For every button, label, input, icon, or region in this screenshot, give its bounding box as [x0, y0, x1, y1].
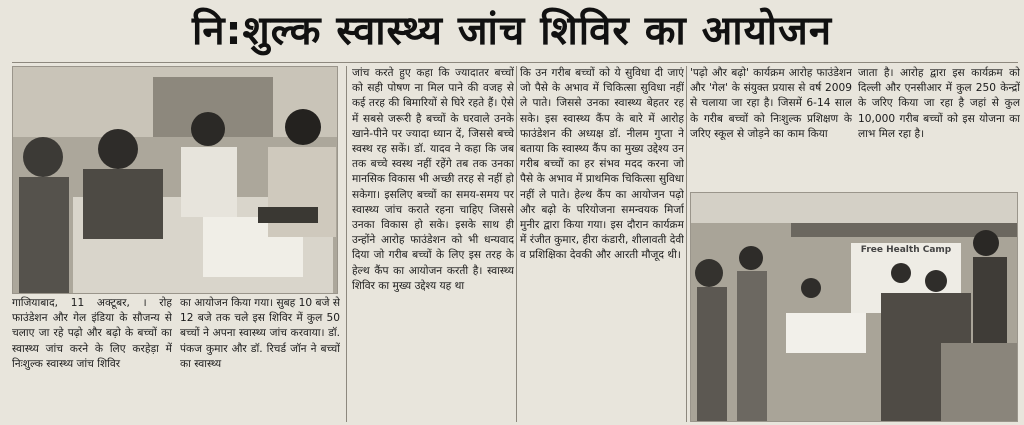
photo-free-health-camp [690, 192, 1018, 422]
article-paragraph-4: कि उन गरीब बच्चों को ये सुविधा दी जाएं जो पैसे के अभाव में चिकित्सा सुविधा नहीं ले पाते। जिससे उनका स्वास्थ्य बेहतर रह सके। इस स्वास्थ्य कैंप के बारे में आरोह फाउंडेशन की अध्यक्ष डॉ. नीलम गुप्ता ने बताया कि स्वास्थ्य कैंप का मुख्य उद्देश्य उन गरीब बच्चों का हर संभव मदद करना जो पैसे के अभाव में प्राथमिक चिकित्सा सुविधा नहीं ले पाते। हेल्थ कैंप का आयोजन पढ़ो और बढ़ो के परियोजना समन्वयक मिर्जा मुनीर द्वारा किया गया। इस दौरान कार्यक्रम में रंजीत कुमार, हीरा कंडारी, शीलावती देवी व प्रशिक्षिका देवकी और आरती मौजूद थी। [520, 67, 684, 262]
column-divider [686, 66, 687, 422]
article-paragraph-3: जांच करते हुए कहा कि ज्यादातर बच्चों को सही पोषण ना मिल पाने की वजह से कई तरह की बिमारियों से घिरे रहते हैं। ऐसे में सबसे जरूरी है बच्चों के घरवाले उनके खाने-पीने पर ज्यादा ध्यान दें, जिससे बच्चे स्वस्थ रह सकें। डॉ. यादव ने कहा कि जब तक बच्चे स्वस्थ नहीं रहेंगे तब तक उनका मानसिक विकास भी अच्छी तरह से नहीं हो सकेगा। इसलिए बच्चों का समय-समय पर स्वास्थ्य जांच कराते रहना चाहिए जिससे उनका विकास हो सके। इसके साथ ही उन्होंने आरोह फाउंडेशन को भी धन्यवाद दिया जो गरीब बच्चों के लिए इस तरह के हेल्थ कैंप का आयोजन करती है। स्वास्थ्य शिविर का मुख्य उद्देश्य यह था [352, 67, 514, 292]
headline: नि:शुल्क स्वास्थ्य जांच शिविर का आयोजन [191, 8, 833, 54]
article-column-6 [858, 66, 1020, 190]
article-column-2 [180, 296, 340, 422]
article-column-4 [520, 66, 684, 422]
article-column-1 [12, 296, 172, 422]
article-paragraph-6: जाता है। आरोह द्वारा इस कार्यक्रम को दिल्ली और एनसीआर में कुल 250 केन्द्रों के जरिए किया जा रहा है जहां से कुल 10,000 गरीब बच्चों को इस योजना का लाभ मिल रहा है। [858, 67, 1020, 140]
free-health-camp-banner-text: Free Health Camp [860, 245, 952, 255]
photo-free-health-camp-image [691, 193, 1017, 421]
article-column-3 [352, 66, 514, 422]
article-paragraph-1: गाजियाबाद, 11 अक्टूबर, । रोह फाउंडेशन और गेल इंडिया के सौजन्य से चलाए जा रहे पढ़ो और बढ़ो के बच्चों का स्वास्थ्य जांच करने के लिए करहेड़ा में निःशुल्क स्वास्थ्य जांच शिविर [12, 297, 172, 370]
article-paragraph-2: का आयोजन किया गया। सुबह 10 बजे से 12 बजे तक चले इस शिविर में कुल 50 बच्चों ने अपना स्वास्थ्य जांच करवाया। डॉ. पंकज कुमार और डॉ. रिचर्ड जॉन ने बच्चों का स्वास्थ्य [180, 297, 340, 370]
photo-doctor-examining-child-image [13, 67, 337, 293]
column-divider [346, 66, 347, 422]
photo-doctor-examining-child [12, 66, 338, 294]
headline-rule [12, 62, 1018, 63]
article-paragraph-5: 'पढ़ो और बढ़ो' कार्यक्रम आरोह फाउंडेशन और 'गेल' के संयुक्त प्रयास से वर्ष 2009 से चलाया जा रहा है। जिसमें 6-14 साल के गरीब बच्चों को निःशुल्क प्रशिक्षण के जरिए स्कूल से जोड़ने का काम किया [690, 67, 852, 140]
column-divider [516, 66, 517, 422]
article-column-5 [690, 66, 852, 190]
